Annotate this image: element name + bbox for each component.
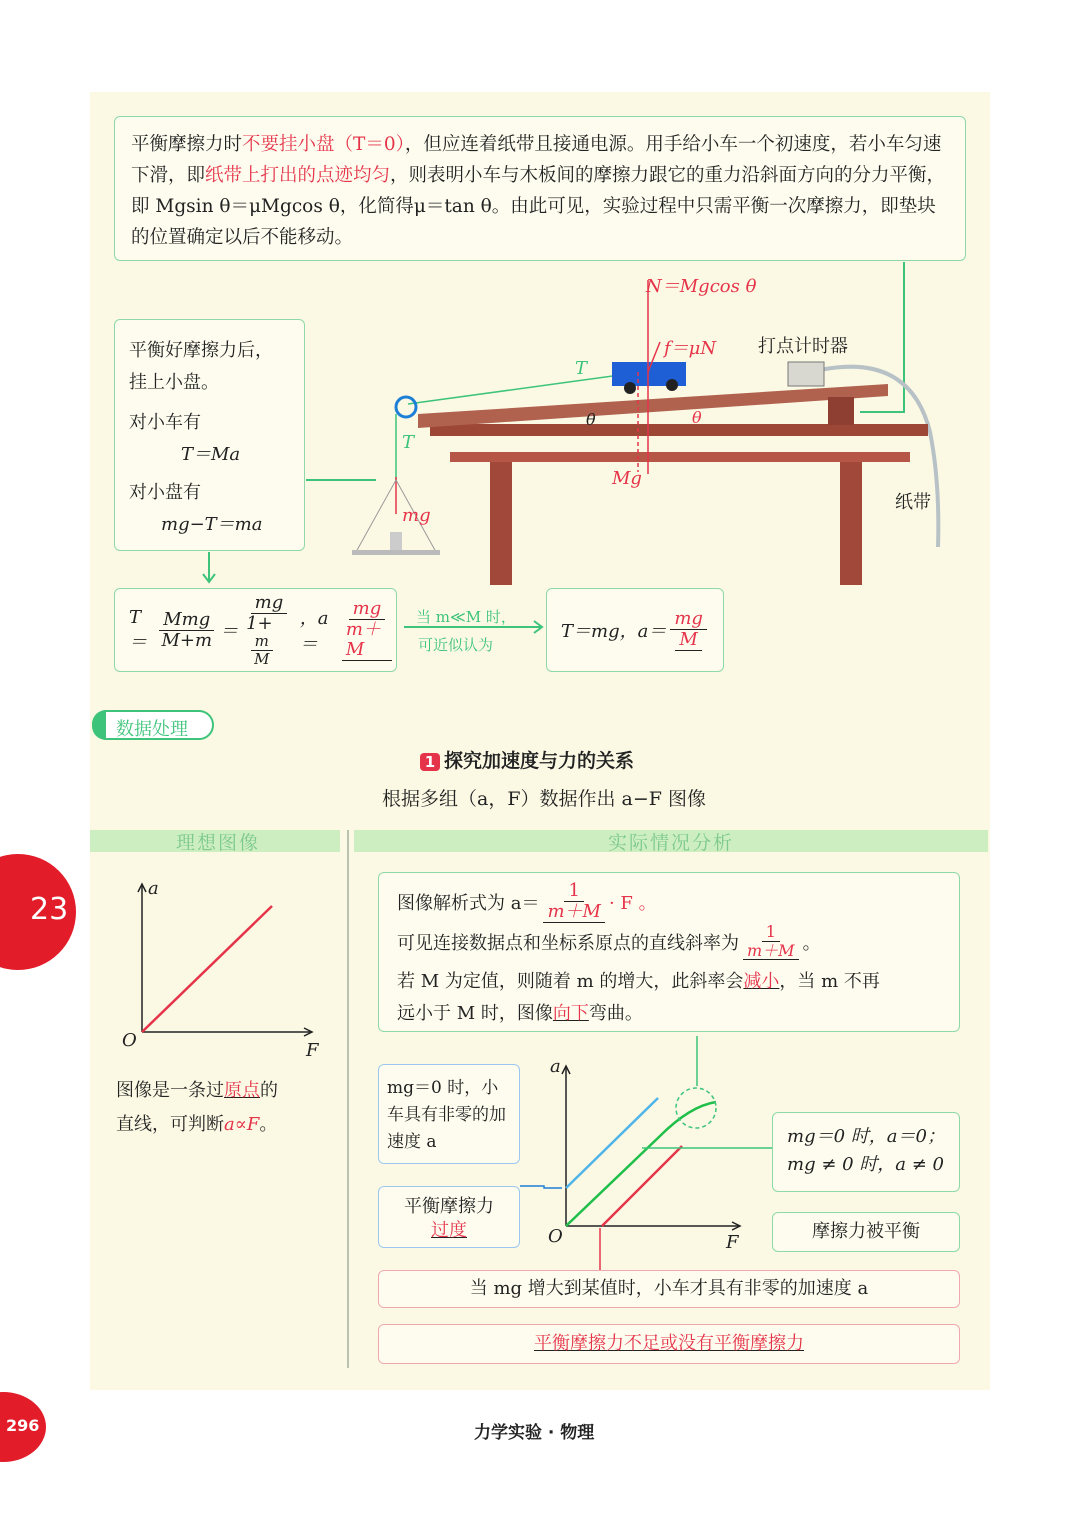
analysis-a3a: 若 M 为定值，则随着 m 的增大，此斜率会 [397,971,744,992]
fraction-4 [670,609,707,651]
table-leg-left [490,457,512,585]
analysis-line-3 [397,967,880,993]
fraction-1 [157,610,216,651]
approx-box [546,588,724,672]
pulley [396,397,416,417]
page-number: 296 [6,1416,40,1435]
formula-eq: ＝ [220,621,239,642]
intro-text-2: ，但应连着纸带且接通电源。用手给小车一个初速度，若小车匀速下滑，即 [131,134,942,186]
ideal-t2: 原点 [224,1080,260,1101]
ideal-desc-2 [116,1110,277,1136]
analysis-a3c: ，当 m 不再 [779,971,880,992]
fraction-2-den-a: 1+ [246,612,273,634]
fraction-4-den: M [675,630,701,651]
fraction-3-num: mg [349,599,386,620]
analysis-a1: 图像解析式为 a＝ [397,892,540,914]
approx-line-1: 当 m≪M 时， [416,608,516,626]
footer-title: 力学实验 · 物理 [474,1423,595,1443]
force-analysis-box [114,319,305,551]
fraction-4-num: mg [670,609,707,630]
fraction-2-num: mg [251,593,288,614]
analysis-line-1 [397,881,657,923]
left-line-1: 平衡好摩擦力后， [129,340,273,361]
intro-box [114,116,966,261]
analysis-line-2 [397,923,821,960]
table-apron [450,452,910,462]
friction-balanced-text: 摩擦力被平衡 [812,1221,920,1242]
line-under-balanced [602,1146,682,1226]
connector-blue [520,1186,562,1188]
weight-label: Mg [612,468,642,489]
fraction-2-den [242,614,296,668]
inclined-board [418,384,888,428]
analysis-a2e: 。 [802,932,821,954]
fraction-1-den: M+m [161,629,213,651]
threshold-box [378,1270,960,1308]
wedge-block [828,397,854,425]
ideal-line [142,906,272,1032]
actual-header: 实际情况分析 [608,832,735,854]
analysis-line-4 [397,999,643,1025]
actual-axis-a: a [550,1056,561,1077]
fraction-2 [242,593,296,668]
angle-label-2: θ [692,408,702,427]
intro-highlight-1: 不要挂小盘（T＝0） [242,134,405,155]
intro-text-3: ，则表明小车与木板间的摩擦力跟它的重力沿斜面方向的分力平衡，即 Mgsin θ＝μMgcos θ，化简得μ＝tan θ。由此可见，实验过程中只需平衡一次摩擦力，即垫块的位置确定以后不能移动。 [131,165,946,248]
approx-formula: T＝mg，a＝ [561,621,667,642]
ideal-desc-1 [116,1076,278,1102]
analysis-a4b: 向下 [552,1003,589,1024]
approx-line-2: 可近似认为 [418,636,494,654]
ideal-t3: 的 [260,1080,278,1101]
fraction-5-den: m＋M [543,902,605,923]
intro-text-1: 平衡摩擦力时 [131,134,243,155]
fraction-3-den: m＋M [342,620,392,661]
fraction-6-den: m＋M [743,942,799,961]
subsection-subtitle: 根据多组（a，F）数据作出 a−F 图像 [382,788,707,810]
tension-label-top: T [575,358,588,379]
under-balance-box [378,1324,960,1364]
cart-wheel-rear [624,382,636,394]
left-line-6: mg−T＝ma [161,514,263,535]
friction-balanced-box [772,1212,960,1252]
column-divider [347,830,349,1368]
pan-weight-label: mg [402,505,431,526]
analysis-a3b: 减小 [743,971,780,992]
formula-box [114,588,397,672]
fraction-6-num: 1 [762,923,780,942]
over-balance-highlight: 过度 [431,1220,467,1241]
ideal-t5: a∝F [224,1114,260,1135]
ideal-axis-f: F [306,1040,319,1061]
balanced-cond-2: mg ≠ 0 时，a ≠ 0 [787,1154,944,1175]
chapter-number: 23 [30,892,69,927]
over-balance-box [378,1186,520,1248]
left-line-5: 对小盘有 [129,482,201,503]
formula-a: ，a＝ [299,608,329,655]
normal-force-label: N＝Mgcos θ [646,276,757,297]
ideal-t6: 。 [259,1114,278,1135]
analysis-a4c: 弯曲。 [588,1003,643,1024]
left-line-3: 对小车有 [129,412,201,433]
left-line-2: 挂上小盘。 [129,372,219,393]
fraction-5 [543,881,605,923]
threshold-text: 当 mg 增大到某值时，小车才具有非零的加速度 a [469,1278,869,1299]
fraction-1-num: Mmg [159,610,214,631]
ideal-graph [120,880,320,1040]
page-number-badge [0,1392,46,1462]
timer-label: 打点计时器 [758,336,848,357]
balanced-condition-box [772,1112,960,1192]
over-balance-text: 平衡摩擦力 [404,1196,494,1217]
table-leg-right [840,457,862,585]
fraction-2-inner [250,633,273,667]
fraction-5-num: 1 [564,881,583,902]
cart-wheel-front [666,379,678,391]
ideal-axis-a: a [148,878,159,899]
fraction-3 [342,599,392,660]
down-arrow [200,552,220,586]
analysis-a4a: 远小于 M 时，图像 [397,1003,553,1024]
balanced-cond-1: mg＝0 时，a＝0； [787,1126,945,1147]
tape-label: 纸带 [895,492,931,513]
analysis-a2: 可见连接数据点和坐标系原点的直线斜率为 [397,932,739,954]
analysis-box [378,872,960,1032]
line-over-balanced [566,1098,658,1188]
friction-label: f＝μN [664,338,717,359]
string-horizontal [408,375,620,404]
pan-mass [390,532,402,550]
subsection-badge: 1 [420,753,440,771]
ideal-axis-o: O [122,1030,137,1051]
actual-axis-f: F [726,1232,739,1253]
subsection-title [420,746,634,773]
ideal-t4: 直线，可判断 [116,1114,224,1135]
section-tag [92,710,214,740]
approx-arrow [404,620,548,634]
intro-highlight-2: 纸带上打出的点迹均匀 [205,165,391,186]
chapter-badge [0,854,76,970]
ideal-t1: 图像是一条过 [116,1080,224,1101]
ticker-timer [788,362,824,386]
formula-t: T＝ [129,606,147,653]
ideal-header: 理想图像 [176,832,261,854]
weight-pan [352,550,440,555]
analysis-a1e: · F 。 [608,892,657,914]
left-line-4: T＝Ma [181,444,241,465]
subsection-title-text: 探究加速度与力的关系 [444,750,635,772]
tension-label-side: T [402,432,415,453]
fraction-2-inner-den: M [254,649,270,668]
nonzero-accel-text: mg＝0 时，小车具有非零的加速度 a [387,1078,506,1152]
angle-label-1: θ [586,410,596,429]
experiment-diagram [300,262,960,592]
nonzero-accel-box [378,1064,520,1164]
table-top [430,424,928,436]
section-tag-label: 数据处理 [116,719,188,740]
line-balanced [566,1102,716,1226]
fraction-2-inner-num: m [251,633,273,651]
actual-axis-o: O [548,1226,563,1247]
under-balance-text: 平衡摩擦力不足或没有平衡摩擦力 [534,1333,804,1354]
fraction-6 [743,923,799,960]
